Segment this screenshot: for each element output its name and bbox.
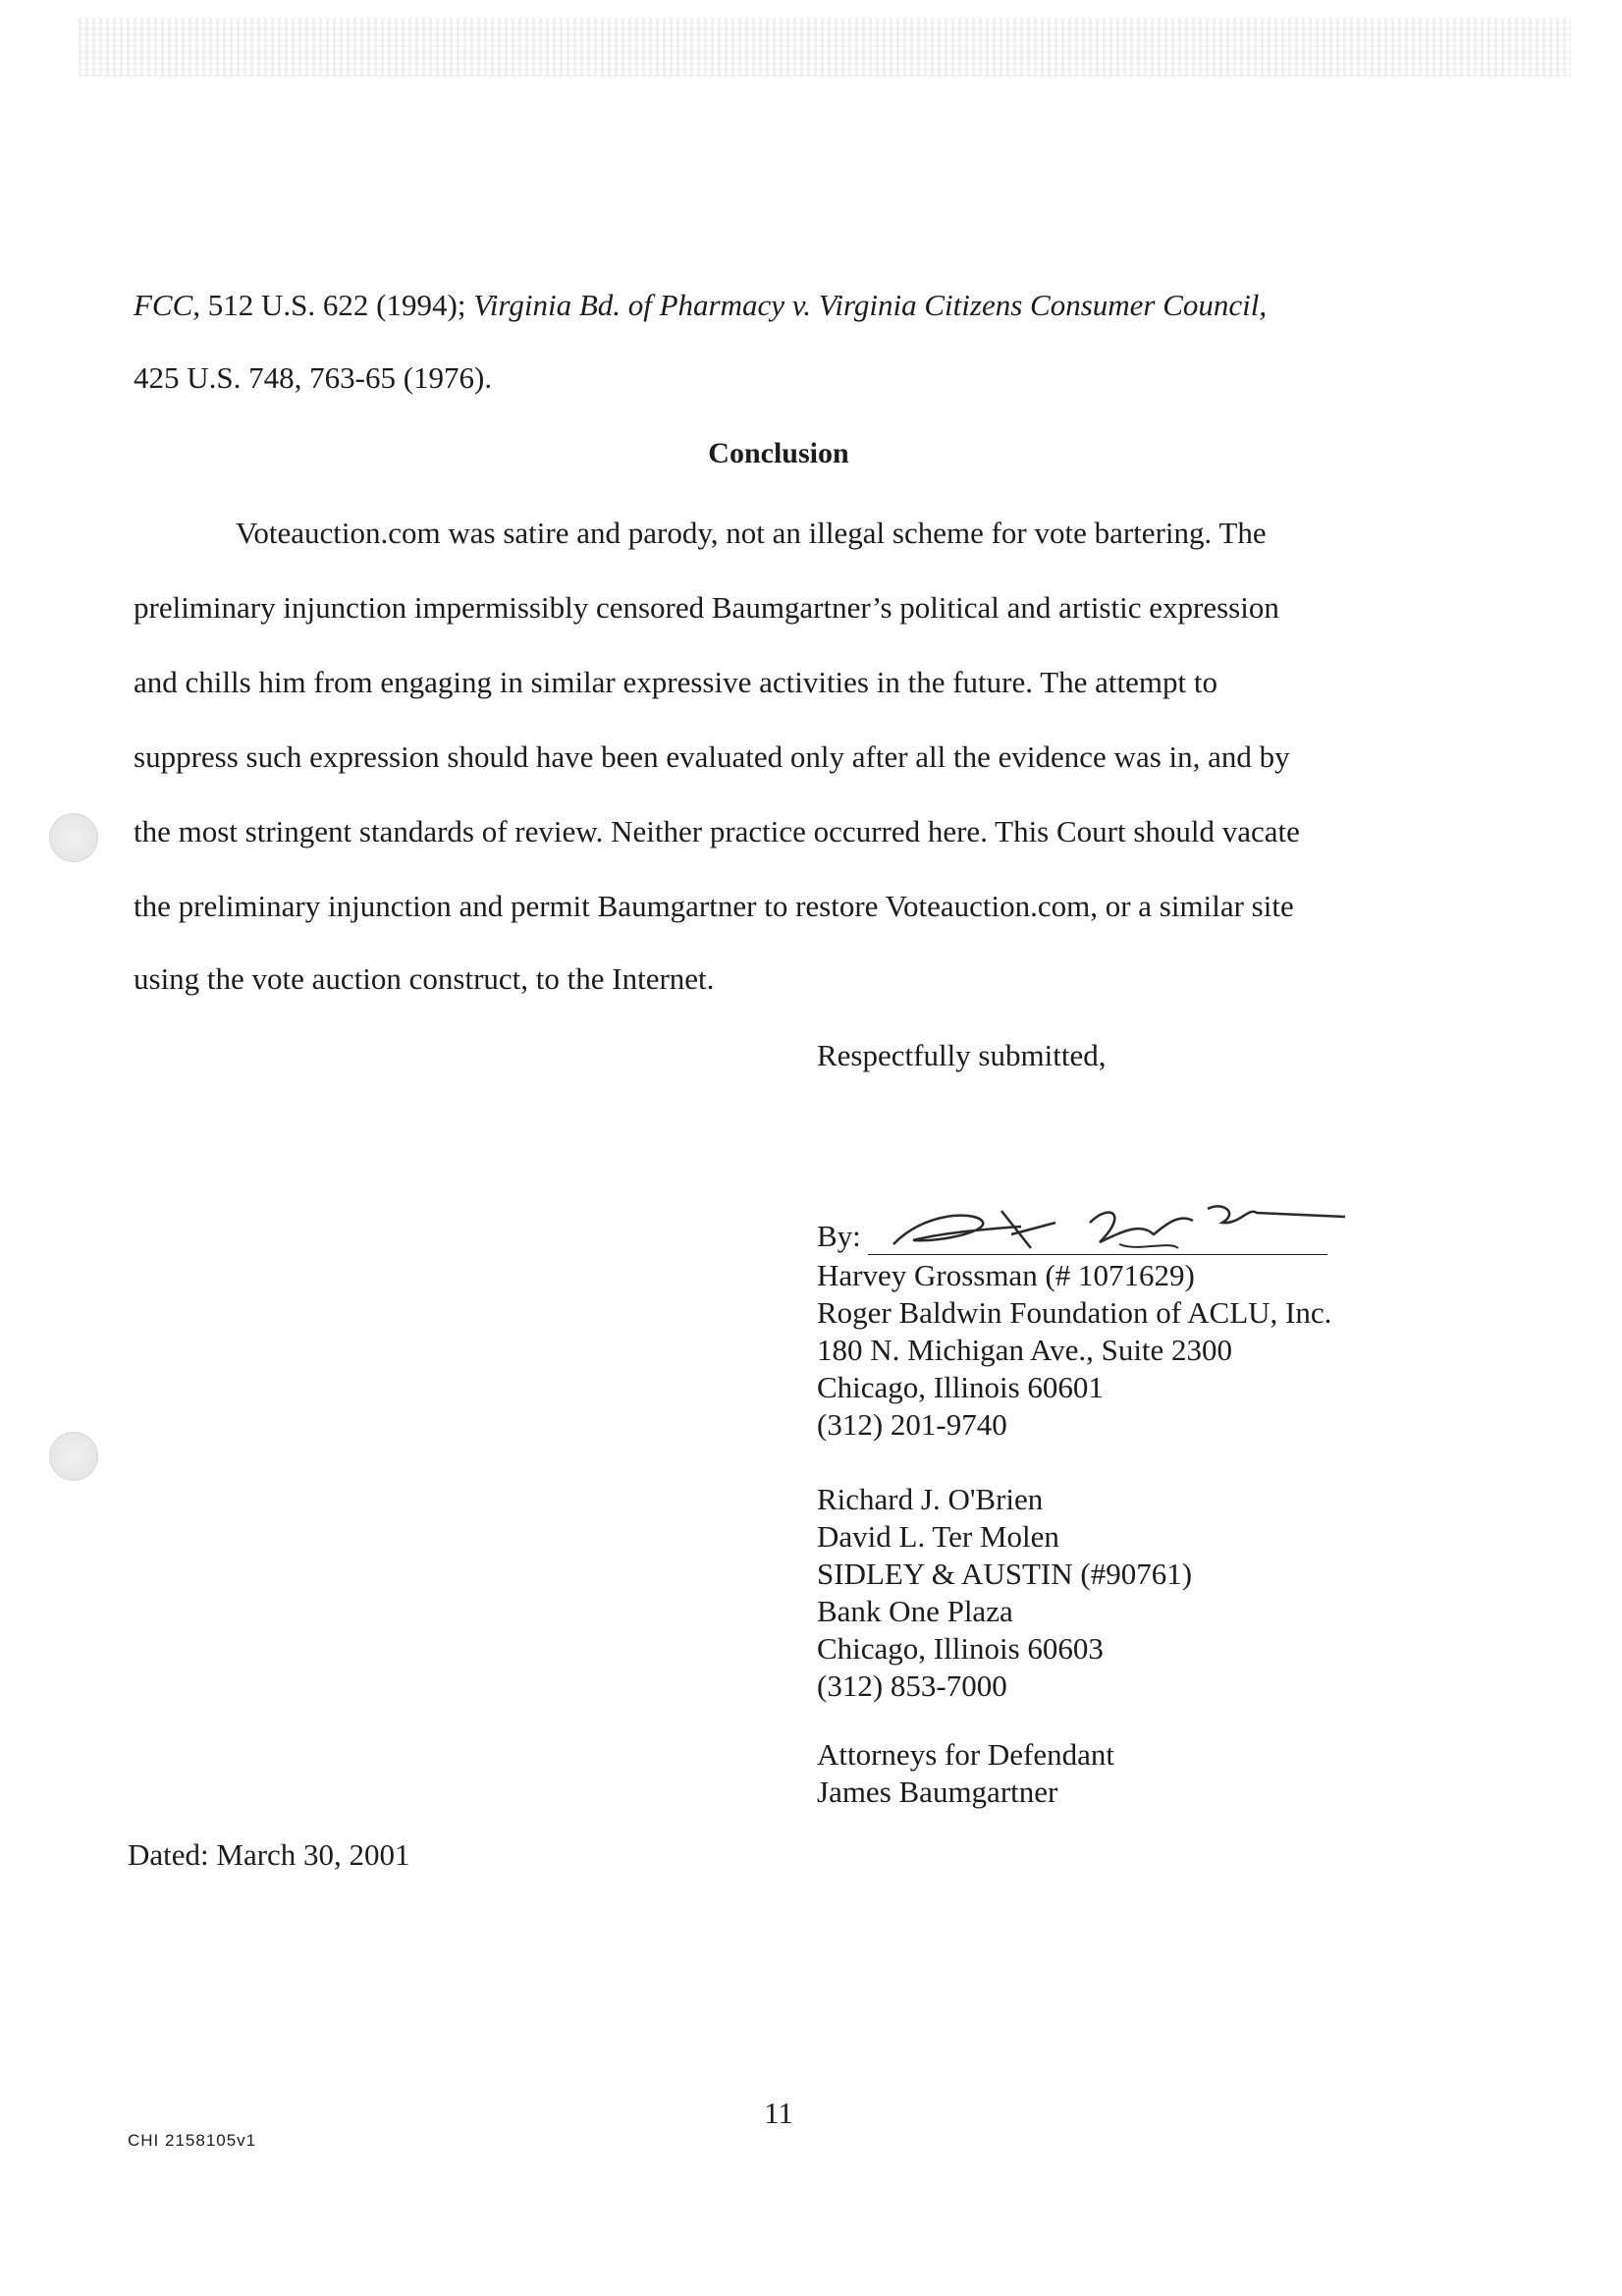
citation-case-virginia: Virginia Bd. of Pharmacy v. Virginia Citizens Consumer Council, (473, 288, 1268, 322)
closing: Respectfully submitted, (817, 1038, 1107, 1072)
attorneys-for-line: James Baumgartner (817, 1775, 1058, 1809)
citation-case-fcc: FCC, (134, 288, 201, 322)
citation-reporter: 512 U.S. 622 (1994); (200, 288, 474, 322)
counsel-line: Richard J. O'Brien (817, 1482, 1044, 1516)
by-label: By: (817, 1219, 861, 1253)
paragraph-line: Voteauction.com was satire and parody, not an illegal scheme for vote bartering. The (236, 516, 1267, 550)
punch-hole-lower (49, 1432, 98, 1481)
paragraph-line: the preliminary injunction and permit Baumgartner to restore Voteauction.com, or a similar site (134, 889, 1294, 923)
page-number: 11 (764, 2096, 793, 2130)
document-id: CHI 2158105v1 (128, 2131, 257, 2150)
citation-line-1 (134, 287, 1267, 323)
handwritten-signature (884, 1183, 1355, 1262)
signature-line (868, 1254, 1327, 1255)
counsel-line: 180 N. Michigan Ave., Suite 2300 (817, 1333, 1233, 1367)
paragraph-line: using the vote auction construct, to the Internet. (134, 961, 715, 996)
paragraph-line: the most stringent standards of review. Neither practice occurred here. This Court should vacate (134, 814, 1300, 848)
paragraph-line: and chills him from engaging in similar expressive activities in the future. The attempt to (134, 665, 1217, 699)
section-heading: Conclusion (708, 437, 849, 469)
counsel-line: Chicago, Illinois 60601 (817, 1370, 1104, 1404)
counsel-line: Chicago, Illinois 60603 (817, 1631, 1104, 1666)
attorneys-for-line: Attorneys for Defendant (817, 1737, 1115, 1772)
scan-artifact (79, 18, 1571, 77)
counsel-line: Harvey Grossman (# 1071629) (817, 1258, 1195, 1292)
counsel-line: (312) 201-9740 (817, 1407, 1007, 1442)
counsel-line: (312) 853-7000 (817, 1668, 1007, 1703)
counsel-line: Bank One Plaza (817, 1594, 1013, 1628)
paragraph-line: suppress such expression should have been evaluated only after all the evidence was in, and by (134, 739, 1290, 774)
counsel-line: Roger Baldwin Foundation of ACLU, Inc. (817, 1295, 1332, 1330)
counsel-line: David L. Ter Molen (817, 1519, 1059, 1554)
counsel-line: SIDLEY & AUSTIN (#90761) (817, 1557, 1193, 1591)
citation-line-2: 425 U.S. 748, 763-65 (1976). (134, 360, 493, 395)
date-line: Dated: March 30, 2001 (128, 1837, 410, 1872)
punch-hole-upper (49, 813, 98, 862)
paragraph-line: preliminary injunction impermissibly censored Baumgartner’s political and artistic expression (134, 590, 1279, 625)
